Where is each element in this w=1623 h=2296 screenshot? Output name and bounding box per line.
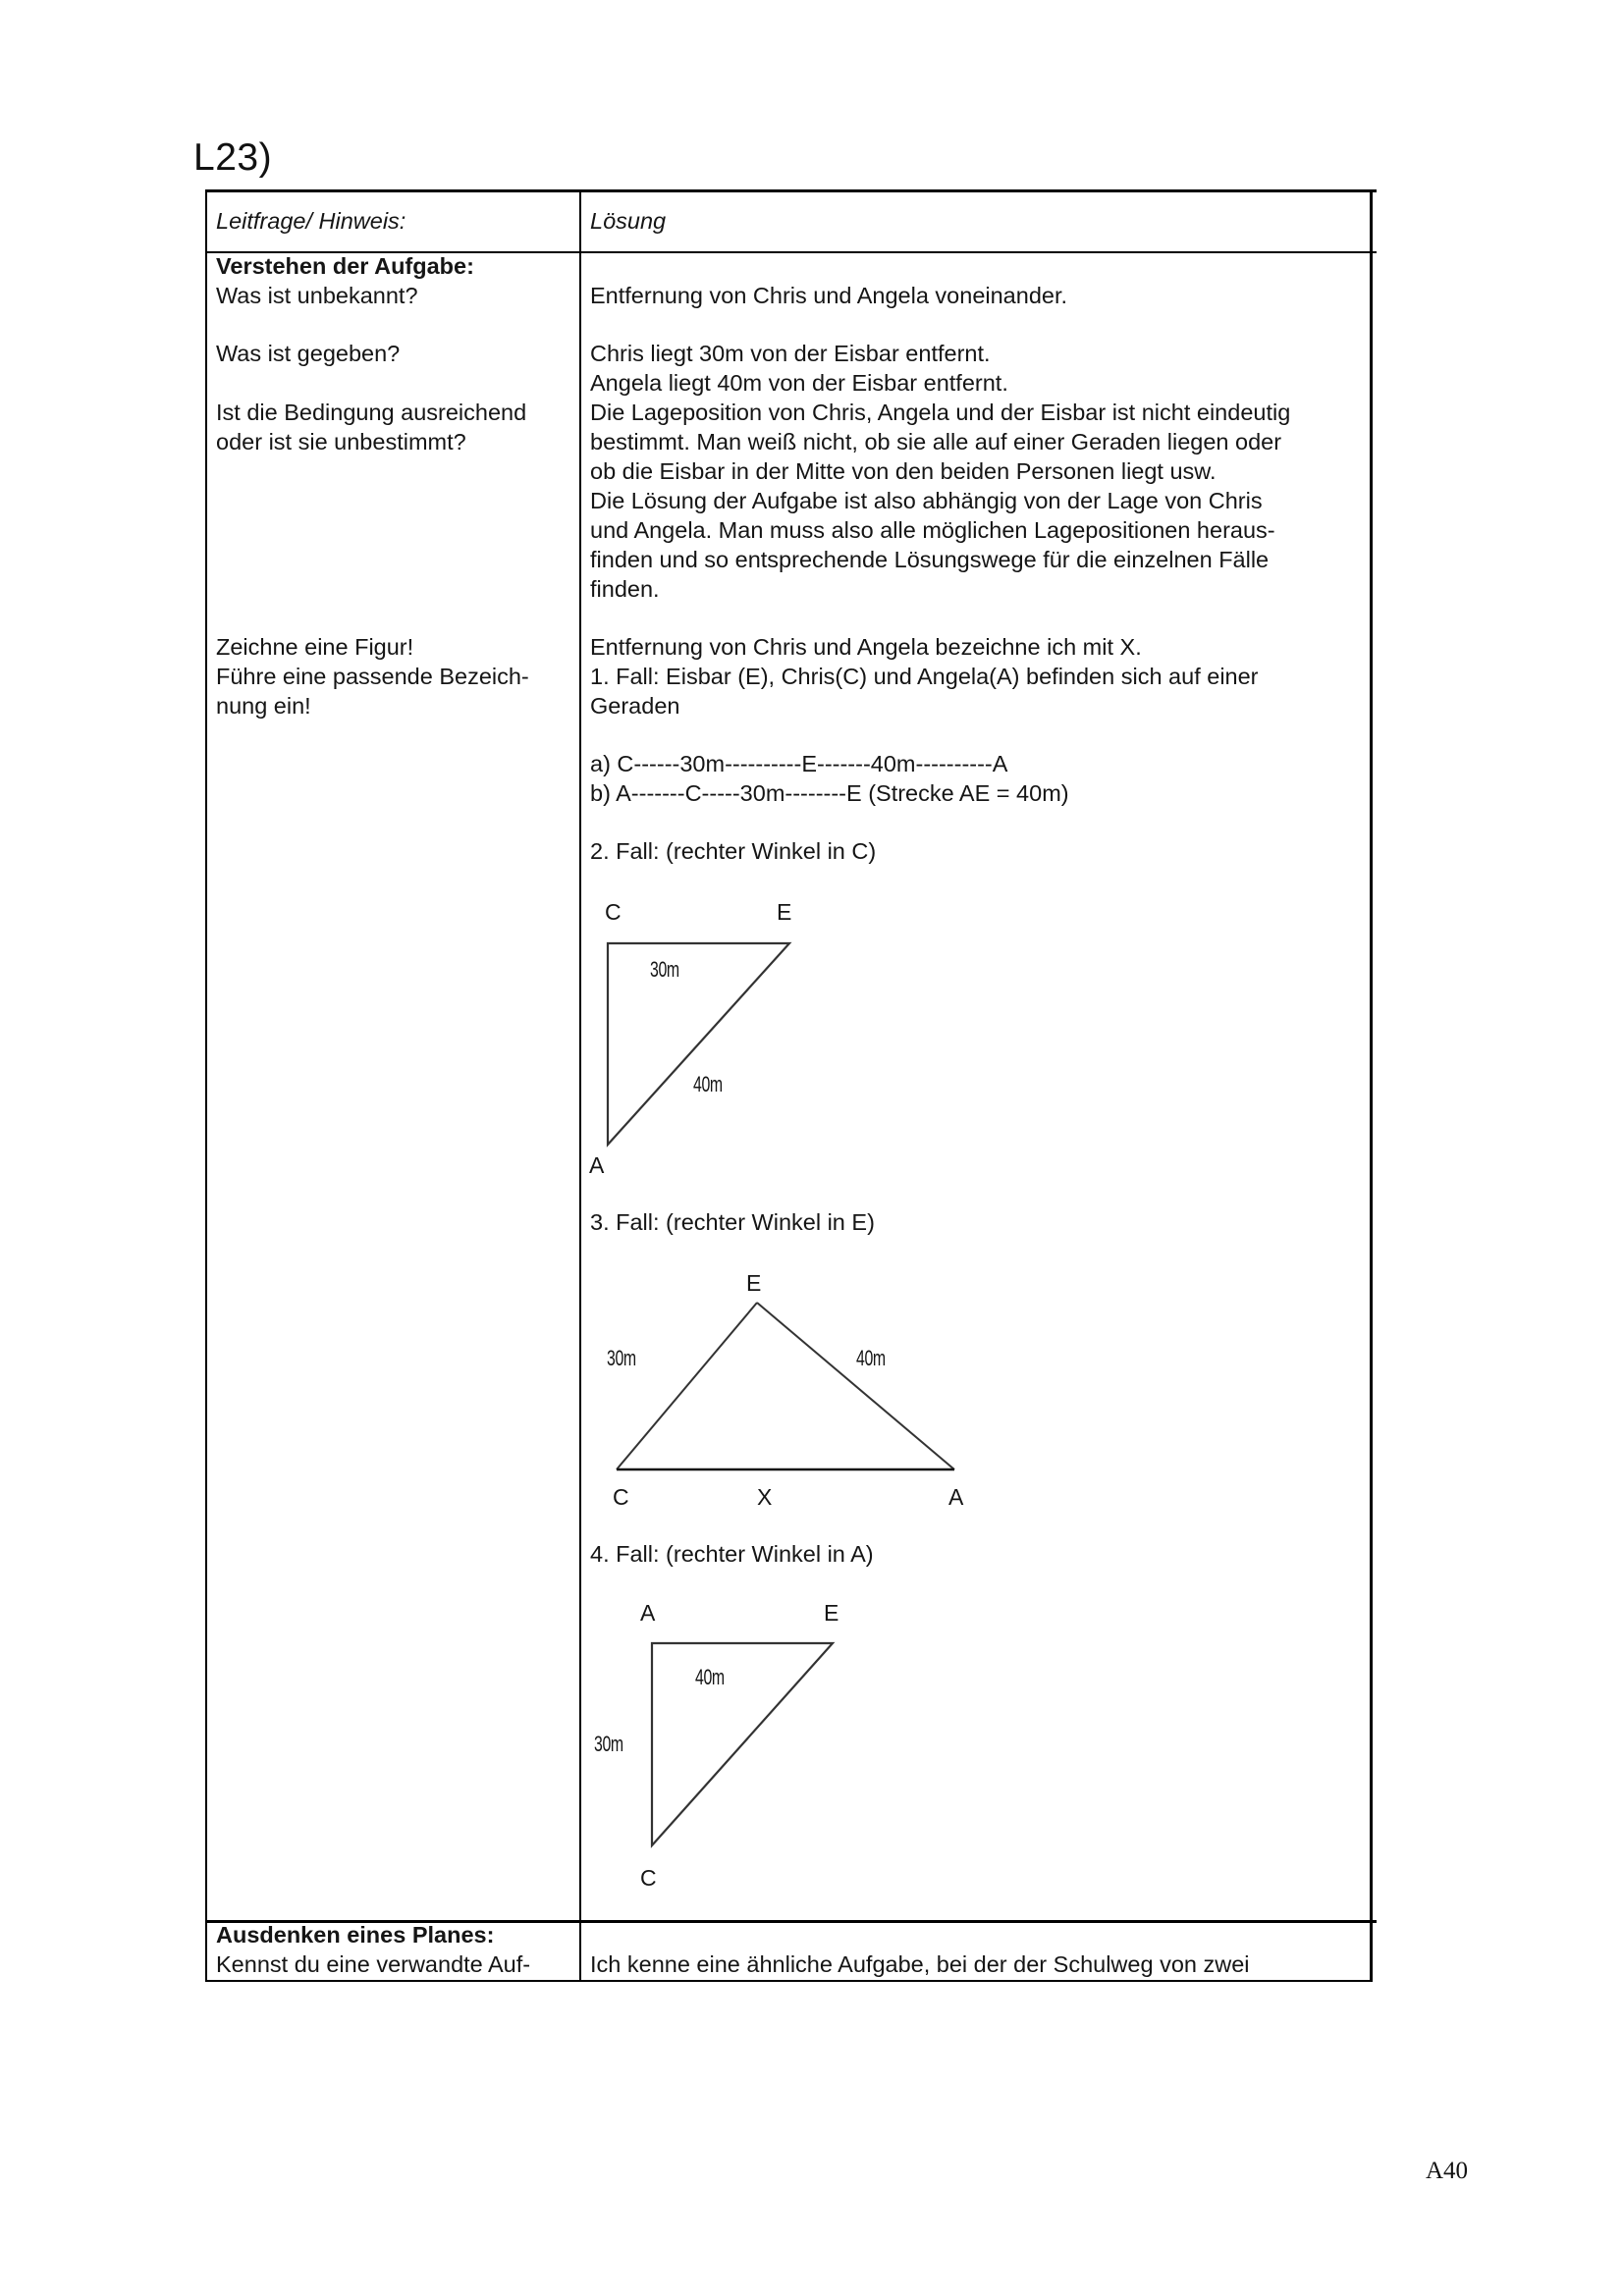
question-bedingung-line2: oder ist sie unbestimmt? [216, 429, 466, 454]
question-unbekannt: Was ist unbekannt? [216, 283, 418, 308]
answer-bedingung-line1: Die Lageposition von Chris, Angela und der Eisbar ist nicht eindeutig [590, 400, 1291, 425]
question-figur-line3: nung ein! [216, 693, 311, 719]
section-title-verstehen: Verstehen der Aufgabe: [216, 253, 474, 279]
header-leitfrage: Leitfrage/ Hinweis: [216, 208, 406, 234]
question-figur-line2: Führe eine passende Bezeich- [216, 664, 529, 689]
case2-measure-ae: 40m [693, 1072, 723, 1096]
answer-bedingung-line4: Die Lösung der Aufgabe ist also abhängig von der Lage von Chris [590, 488, 1263, 513]
answer-bedingung-line5: und Angela. Man muss also alle möglichen Lagepositionen heraus- [590, 517, 1275, 543]
answer-bedingung-line2: bestimmt. Man weiß nicht, ob sie alle auf einer Geraden liegen oder [590, 429, 1282, 454]
case3-label-e: E [746, 1270, 762, 1296]
case1-line-a: a) C------30m----------E-------40m----------A [590, 751, 1008, 776]
page-number: A40 [1426, 2158, 1469, 2184]
answer-gegeben-line1: Chris liegt 30m von der Eisbar entfernt. [590, 341, 991, 366]
case1-line-b: b) A-------C-----30m--------E (Strecke AE = 40m) [590, 780, 1069, 806]
case3-label-x: X [757, 1484, 773, 1510]
answer-figur-line1: Entfernung von Chris und Angela bezeichne ich mit X. [590, 634, 1142, 660]
exercise-heading: L23) [193, 136, 273, 179]
answer-figur-line3: Geraden [590, 693, 680, 719]
question-gegeben: Was ist gegeben? [216, 341, 401, 366]
answer-unbekannt: Entfernung von Chris und Angela voneinander. [590, 283, 1068, 308]
case4-title: 4. Fall: (rechter Winkel in A) [590, 1541, 874, 1567]
case3-label-c: C [613, 1484, 629, 1510]
case3-measure-ce: 30m [607, 1346, 636, 1370]
case3-measure-ea: 40m [856, 1346, 886, 1370]
question-bedingung-line1: Ist die Bedingung ausreichend [216, 400, 527, 425]
answer-bedingung-line3: ob die Eisbar in der Mitte von den beiden Personen liegt usw. [590, 458, 1217, 484]
answer-aehnliche-aufgabe: Ich kenne eine ähnliche Aufgabe, bei der der Schulweg von zwei [590, 1951, 1250, 1977]
case4-measure-ae: 40m [695, 1665, 725, 1689]
answer-bedingung-line6: finden und so entsprechende Lösungswege für die einzelnen Fälle [590, 547, 1270, 572]
question-verwandte-aufgabe: Kennst du eine verwandte Auf- [216, 1951, 531, 1977]
case2-title: 2. Fall: (rechter Winkel in C) [590, 838, 877, 864]
case3-title: 3. Fall: (rechter Winkel in E) [590, 1209, 875, 1235]
case4-label-c: C [640, 1865, 657, 1891]
answer-bedingung-line7: finden. [590, 576, 660, 602]
case3-label-a: A [948, 1484, 964, 1510]
case4-label-e: E [824, 1600, 839, 1626]
section-title-ausdenken: Ausdenken eines Planes: [216, 1922, 495, 1948]
answer-gegeben-line2: Angela liegt 40m von der Eisbar entfernt. [590, 370, 1008, 396]
case2-label-e: E [777, 899, 792, 925]
case2-label-c: C [605, 899, 622, 925]
case4-measure-ac: 30m [594, 1732, 623, 1756]
question-figur-line1: Zeichne eine Figur! [216, 634, 414, 660]
answer-figur-line2: 1. Fall: Eisbar (E), Chris(C) und Angela(A) befinden sich auf einer [590, 664, 1259, 689]
case2-label-a: A [589, 1152, 605, 1178]
header-loesung: Lösung [590, 208, 667, 234]
case2-measure-ce: 30m [650, 957, 679, 982]
case4-label-a: A [640, 1600, 656, 1626]
